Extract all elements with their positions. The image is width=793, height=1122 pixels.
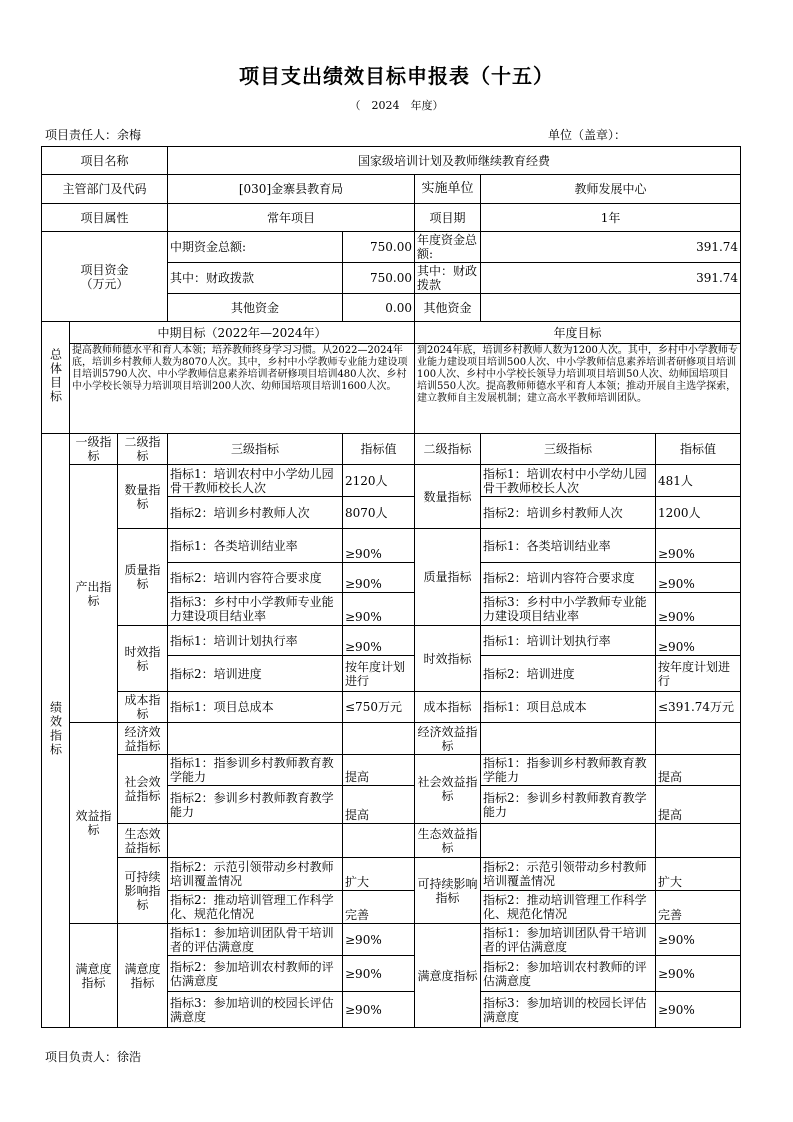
satisfaction-indicator-l2: 满意度指标 — [118, 924, 168, 1028]
indicator-text: 指标2：培训内容符合要求度 — [481, 563, 656, 593]
cost-indicator: 成本指标 — [118, 692, 168, 723]
indicator-text: 指标3：乡村中小学教师专业能力建设项目结业率 — [481, 593, 656, 626]
header-level3: 三级指标 — [168, 434, 343, 465]
indicator-text: 指标1：培训计划执行率 — [481, 626, 656, 656]
indicator-text: 指标1：指参训乡村教师教育教学能力 — [481, 755, 656, 786]
year-line: （ 2024 年度） — [349, 99, 444, 112]
indicator-text: 指标3：参加培训的校园长评估满意度 — [168, 992, 343, 1028]
attr-label: 项目属性 — [42, 204, 168, 232]
project-name-value: 国家级培训计划及教师继续教育经费 — [168, 147, 741, 175]
unit-seal: 单位（盖章）： — [548, 128, 627, 142]
indicator-text: 指标1：培训农村中小学幼儿园骨干教师校长人次 — [168, 465, 343, 497]
indicator-value: ≥90% — [343, 626, 415, 656]
indicator-text: 指标3：乡村中小学教师专业能力建设项目结业率 — [168, 593, 343, 626]
year-other-label: 其他资金 — [415, 294, 481, 322]
timeliness-indicator: 时效指标 — [118, 626, 168, 692]
social-benefit: 社会效益指标 — [118, 755, 168, 824]
indicator-text: 指标2：推动培训管理工作科学化、规范化情况 — [481, 891, 656, 924]
indicator-value: ≤750万元 — [343, 692, 415, 723]
indicator-value: 按年度计划进行 — [656, 656, 741, 692]
page-title: 项目支出绩效目标申报表（十五） — [239, 64, 554, 88]
indicator-value: ≥90% — [656, 956, 741, 992]
indicator-value: ≥90% — [656, 593, 741, 626]
indicator-value-empty — [343, 824, 415, 858]
indicator-text: 指标2：参训乡村教师教育教学能力 — [481, 786, 656, 824]
indicator-value: 完善 — [656, 891, 741, 924]
indicator-text: 指标1：项目总成本 — [481, 692, 656, 723]
ecological-benefit-year: 生态效益指标 — [415, 824, 481, 858]
indicator-value: ≥90% — [343, 956, 415, 992]
indicator-value: ≥90% — [343, 992, 415, 1028]
period-label: 项目期 — [415, 204, 481, 232]
performance-goal-table — [41, 146, 741, 1028]
economic-benefit-year: 经济效益指标 — [415, 723, 481, 755]
indicator-text: 指标2：培训进度 — [481, 656, 656, 692]
indicator-text: 指标2：培训乡村教师人次 — [481, 497, 656, 529]
year-fiscal-label: 其中：财政拨款 — [415, 263, 481, 294]
indicator-value-empty — [343, 723, 415, 755]
indicator-value: 扩大 — [656, 858, 741, 891]
mid-fiscal-value: 750.00 — [343, 263, 415, 294]
header-level1: 一级指标 — [70, 434, 118, 465]
indicator-value: 1200人 — [656, 497, 741, 529]
indicator-value: 8070人 — [343, 497, 415, 529]
year-fiscal-value: 391.74 — [481, 263, 741, 294]
indicator-value-empty — [656, 824, 741, 858]
header-level2-year: 二级指标 — [415, 434, 481, 465]
indicator-text: 指标2：培训内容符合要求度 — [168, 563, 343, 593]
indicator-text: 指标1：参加培训团队骨干培训者的评估满意度 — [168, 924, 343, 956]
indicator-value: 提高 — [343, 786, 415, 824]
year-other-value — [481, 294, 741, 322]
timeliness-indicator-year: 时效指标 — [415, 626, 481, 692]
perf-indicator-label: 绩效指标 — [48, 701, 63, 757]
ecological-benefit: 生态效益指标 — [118, 824, 168, 858]
indicator-text: 指标2：推动培训管理工作科学化、规范化情况 — [168, 891, 343, 924]
year-goal-text: 到2024年底，培训乡村教师人数为1200人次。其中，乡村中小学教师专业能力建设项目培训500人次、中小学教师信息素养培训者研修项目培训100人次、乡村中小学校长领导力培训项目培训50人次、幼师国培项目培训550人次。提高教师师德水平和育人本领；推动开展自主选学探索，建立教师自主发展机制；建立高水平教师培训团队。 — [415, 344, 741, 434]
indicator-text: 指标2：培训乡村教师人次 — [168, 497, 343, 529]
indicator-value: ≥90% — [656, 992, 741, 1028]
mid-goal-text: 提高教师师德水平和育人本领；培养教师终身学习习惯。从2022—2024年底，培训乡村教师人数为8070人次。其中，乡村中小学教师专业能力建设项目培训5790人次、中小学教师信息素养培训者研修项目培训480人次、乡村中小学校长领导力培训项目培训200人次、幼师国培项目培训1600人次。 — [70, 344, 415, 434]
indicator-text: 指标2：示范引领带动乡村教师培训覆盖情况 — [168, 858, 343, 891]
indicator-value: ≥90% — [343, 529, 415, 563]
project-responsible: 项目责任人：余梅 — [45, 128, 142, 142]
indicator-text: 指标3：参加培训的校园长评估满意度 — [481, 992, 656, 1028]
social-benefit-year: 社会效益指标 — [415, 755, 481, 824]
indicator-text: 指标2：参加培训农村教师的评估满意度 — [481, 956, 656, 992]
year-total-label: 年度资金总额: — [415, 232, 481, 263]
indicator-text-empty — [481, 824, 656, 858]
period-value: 1年 — [481, 204, 741, 232]
indicator-text: 指标1：参加培训团队骨干培训者的评估满意度 — [481, 924, 656, 956]
indicator-text: 指标1：各类培训结业率 — [168, 529, 343, 563]
benefit-indicator: 效益指标 — [70, 723, 118, 924]
mid-fiscal-label: 其中：财政拨款 — [168, 263, 343, 294]
indicator-text: 指标2：参加培训农村教师的评估满意度 — [168, 956, 343, 992]
indicator-value: 481人 — [656, 465, 741, 497]
project-leader: 项目负责人：徐浩 — [45, 1050, 142, 1064]
indicator-text: 指标1：各类培训结业率 — [481, 529, 656, 563]
indicator-value: ≤391.74万元 — [656, 692, 741, 723]
cost-indicator-year: 成本指标 — [415, 692, 481, 723]
sustainable-benefit: 可持续影响指标 — [118, 858, 168, 924]
indicator-value: 提高 — [656, 786, 741, 824]
indicator-value: ≥90% — [656, 626, 741, 656]
indicator-value: ≥90% — [343, 563, 415, 593]
header-level3-year: 三级指标 — [481, 434, 656, 465]
indicator-text: 指标2：示范引领带动乡村教师培训覆盖情况 — [481, 858, 656, 891]
impl-unit-value: 教师发展中心 — [481, 175, 741, 204]
indicator-value: ≥90% — [656, 529, 741, 563]
header-value: 指标值 — [343, 434, 415, 465]
mid-total-label: 中期资金总额: — [168, 232, 343, 263]
overall-goal-label: 总体目标 — [48, 348, 63, 404]
dept-label: 主管部门及代码 — [42, 175, 168, 204]
indicator-text-empty — [481, 723, 656, 755]
indicator-value: ≥90% — [656, 924, 741, 956]
indicator-text: 指标2：培训进度 — [168, 656, 343, 692]
indicator-value-empty — [656, 723, 741, 755]
fund-label: 项目资金 （万元） — [42, 232, 168, 322]
satisfaction-indicator-l1: 满意度指标 — [70, 924, 118, 1028]
indicator-value: 完善 — [343, 891, 415, 924]
output-indicator: 产出指标 — [70, 465, 118, 723]
satisfaction-indicator-year: 满意度指标 — [415, 924, 481, 1028]
indicator-value: 按年度计划进行 — [343, 656, 415, 692]
quality-indicator: 质量指标 — [118, 529, 168, 626]
indicator-value: 2120人 — [343, 465, 415, 497]
indicator-text: 指标1：培训农村中小学幼儿园骨干教师校长人次 — [481, 465, 656, 497]
mid-other-label: 其他资金 — [168, 294, 343, 322]
sustainable-benefit-year: 可持续影响指标 — [415, 858, 481, 924]
indicator-text-empty — [168, 723, 343, 755]
mid-total-value: 750.00 — [343, 232, 415, 263]
project-name-label: 项目名称 — [42, 147, 168, 175]
quantity-indicator: 数量指标 — [118, 465, 168, 529]
year-total-value: 391.74 — [481, 232, 741, 263]
indicator-value: 扩大 — [343, 858, 415, 891]
indicator-value: 提高 — [343, 755, 415, 786]
indicator-value: ≥90% — [656, 563, 741, 593]
indicator-value: 提高 — [656, 755, 741, 786]
indicator-value: ≥90% — [343, 924, 415, 956]
economic-benefit: 经济效益指标 — [118, 723, 168, 755]
indicator-text-empty — [168, 824, 343, 858]
indicator-text: 指标1：指参训乡村教师教育教学能力 — [168, 755, 343, 786]
indicator-text: 指标2：参训乡村教师教育教学能力 — [168, 786, 343, 824]
indicator-text: 指标1：培训计划执行率 — [168, 626, 343, 656]
quality-indicator-year: 质量指标 — [415, 529, 481, 626]
header-level2: 二级指标 — [118, 434, 168, 465]
impl-unit-label: 实施单位 — [415, 175, 481, 204]
mid-other-value: 0.00 — [343, 294, 415, 322]
header-value-year: 指标值 — [656, 434, 741, 465]
year-goal-header: 年度目标 — [415, 322, 741, 344]
mid-goal-header: 中期目标（2022年—2024年） — [70, 322, 415, 344]
indicator-text: 指标1：项目总成本 — [168, 692, 343, 723]
dept-value: [030]金寨县教育局 — [168, 175, 415, 204]
attr-value: 常年项目 — [168, 204, 415, 232]
quantity-indicator-year: 数量指标 — [415, 465, 481, 529]
indicator-value: ≥90% — [343, 593, 415, 626]
